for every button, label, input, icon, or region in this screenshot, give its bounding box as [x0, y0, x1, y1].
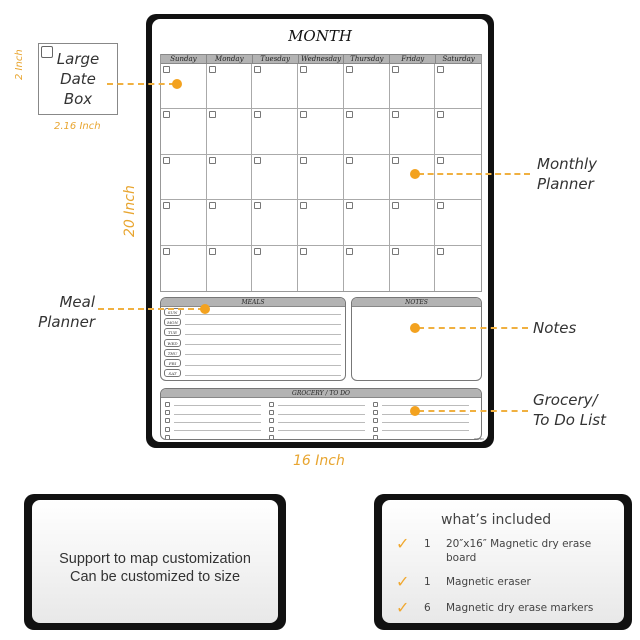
meal-day-label: WED — [164, 339, 181, 347]
write-line — [185, 314, 341, 315]
checkbox-icon — [392, 248, 399, 255]
write-line — [382, 422, 469, 423]
meal-day-label: THU — [164, 349, 181, 357]
meal-day-label: MON — [164, 318, 181, 326]
callout-line: Planner — [537, 175, 594, 193]
checkbox-icon — [165, 435, 170, 440]
write-line — [174, 414, 261, 415]
checkbox-icon — [269, 435, 274, 440]
item-desc — [446, 537, 606, 565]
grocery-row — [373, 425, 477, 433]
meal-row — [161, 317, 345, 327]
date-box — [252, 109, 298, 154]
check-icon: ✓ — [396, 534, 410, 553]
item-desc-line1: 20″x16″ Magnetic dry erase — [446, 538, 592, 550]
checkbox-icon — [254, 248, 261, 255]
weekday-friday: Friday — [390, 55, 436, 63]
checkbox-icon — [392, 111, 399, 118]
checkbox-icon — [437, 157, 444, 164]
write-line — [278, 422, 365, 423]
grocery-header: GROCERY / TO DO — [161, 389, 481, 398]
checkbox-icon — [254, 66, 261, 73]
write-line — [185, 324, 341, 325]
write-line — [185, 334, 341, 335]
write-line — [185, 354, 341, 355]
checkbox-icon — [300, 157, 307, 164]
date-box — [298, 155, 344, 200]
date-box — [161, 109, 207, 154]
date-box — [390, 246, 436, 291]
write-line — [174, 422, 261, 423]
checkbox-icon — [209, 157, 216, 164]
item-qty: 1 — [424, 576, 431, 588]
grocery-row — [269, 425, 373, 433]
meal-row — [161, 327, 345, 337]
monthly-planner-marker — [410, 169, 420, 179]
meal-day-label: FRI — [164, 359, 181, 367]
checkbox-icon — [209, 66, 216, 73]
checkbox-icon — [437, 202, 444, 209]
checkbox-icon — [437, 248, 444, 255]
checkbox-icon — [346, 157, 353, 164]
checkbox-icon — [346, 202, 353, 209]
date-box — [435, 155, 481, 200]
date-box — [252, 200, 298, 245]
date-box — [298, 200, 344, 245]
grocery-row — [165, 417, 269, 425]
included-item — [396, 534, 606, 565]
grocery-row — [269, 434, 373, 440]
grocery-marker — [410, 406, 420, 416]
checkbox-icon — [165, 410, 170, 415]
checkbox-icon — [392, 66, 399, 73]
date-box — [207, 246, 253, 291]
box-width-label: 2.16 Inch — [54, 121, 101, 132]
write-line — [278, 439, 365, 440]
checkbox-icon — [269, 427, 274, 432]
grocery-panel — [160, 388, 482, 440]
checkbox-icon — [346, 111, 353, 118]
meal-day-label: SAT — [164, 369, 181, 377]
date-box — [390, 64, 436, 109]
checkbox-icon — [163, 248, 170, 255]
customization-line1: Support to map customization — [59, 551, 251, 567]
item-qty: 6 — [424, 602, 431, 614]
date-box — [207, 200, 253, 245]
checkbox-icon — [269, 402, 274, 407]
customization-card — [24, 494, 286, 630]
write-line — [382, 439, 469, 440]
meal-planner-callout — [33, 292, 95, 332]
board-height-label: 20 Inch — [122, 185, 138, 237]
date-box — [344, 109, 390, 154]
grocery-connector — [418, 410, 528, 412]
date-box — [390, 109, 436, 154]
checkbox-icon — [373, 418, 378, 423]
weekday-thursday: Thursday — [344, 55, 390, 63]
date-box — [161, 246, 207, 291]
checkbox-icon — [346, 248, 353, 255]
board-surface — [152, 19, 488, 442]
checkbox-icon — [269, 410, 274, 415]
checkbox-icon — [437, 66, 444, 73]
date-box-label-line1: Large — [56, 50, 100, 68]
checkbox-icon — [373, 410, 378, 415]
whats-included-title: what’s included — [441, 512, 552, 528]
weekday-wednesday: Wednesday — [299, 55, 345, 63]
date-box — [344, 200, 390, 245]
date-box — [435, 246, 481, 291]
callout-line: To Do List — [533, 411, 606, 429]
date-box — [298, 246, 344, 291]
notes-marker — [410, 323, 420, 333]
grocery-column — [165, 400, 269, 440]
date-box — [435, 109, 481, 154]
magnetic-board — [146, 14, 494, 448]
board-width-label: 16 Inch — [293, 453, 345, 469]
monthly-planner-callout — [537, 154, 597, 194]
meals-header: MEALS — [161, 298, 345, 307]
checkbox-icon — [392, 202, 399, 209]
checkbox-icon — [165, 402, 170, 407]
write-line — [278, 414, 365, 415]
write-line — [185, 365, 341, 366]
date-box — [298, 109, 344, 154]
date-box — [161, 64, 207, 109]
checkbox-icon — [163, 66, 170, 73]
checkbox-icon — [209, 202, 216, 209]
checkbox-icon — [300, 111, 307, 118]
write-line — [278, 430, 365, 431]
customization-line2: Can be customized to size — [69, 569, 241, 585]
item-desc: Magnetic dry erase markers — [446, 602, 594, 614]
included-item — [396, 598, 606, 617]
month-title: MONTH — [288, 27, 352, 45]
notes-connector — [418, 327, 528, 329]
check-icon: ✓ — [396, 598, 410, 617]
checkbox-icon — [437, 111, 444, 118]
callout-line: Monthly — [537, 155, 598, 173]
weekday-saturday: Saturday — [442, 55, 475, 63]
meal-row — [161, 348, 345, 358]
item-desc: Magnetic eraser — [446, 576, 531, 588]
whats-included-card — [374, 494, 632, 630]
date-box — [344, 246, 390, 291]
checkbox-icon — [392, 157, 399, 164]
date-box — [207, 155, 253, 200]
callout-line: Grocery/ — [533, 391, 598, 409]
date-box — [207, 64, 253, 109]
date-box — [435, 200, 481, 245]
write-line — [382, 414, 469, 415]
monthly-planner-connector — [418, 173, 530, 175]
date-box — [252, 155, 298, 200]
grocery-row — [373, 400, 477, 408]
date-box-connector — [107, 83, 175, 85]
weekday-tuesday: Tuesday — [253, 55, 299, 63]
date-box — [390, 200, 436, 245]
date-box — [161, 200, 207, 245]
checkbox-icon — [269, 418, 274, 423]
grocery-row — [269, 408, 373, 416]
meal-row — [161, 358, 345, 368]
grocery-row — [373, 417, 477, 425]
included-item — [396, 572, 606, 591]
checkbox-icon — [163, 157, 170, 164]
card-surface — [382, 500, 624, 623]
write-line — [382, 405, 469, 406]
meal-row — [161, 368, 345, 378]
grocery-callout — [533, 390, 606, 430]
checkbox-icon — [373, 402, 378, 407]
checkbox-icon — [163, 202, 170, 209]
date-box-label-line2: Date — [60, 70, 96, 88]
box-height-label: 2 Inch — [14, 49, 25, 80]
meal-planner-marker — [200, 304, 210, 314]
grocery-row — [165, 434, 269, 440]
write-line — [174, 430, 261, 431]
write-line — [185, 375, 341, 376]
check-icon: ✓ — [396, 572, 410, 591]
grocery-row — [165, 408, 269, 416]
customization-text — [32, 550, 278, 586]
meal-planner-connector — [98, 308, 204, 310]
grocery-row — [165, 400, 269, 408]
write-line — [278, 405, 365, 406]
meal-rows — [161, 307, 345, 378]
checkbox-icon — [209, 111, 216, 118]
checkbox-icon — [254, 111, 261, 118]
checkbox-icon — [373, 435, 378, 440]
date-box — [344, 64, 390, 109]
large-date-box-sample — [38, 43, 118, 115]
write-line — [382, 430, 469, 431]
callout-line: Meal — [59, 293, 95, 311]
weekday-monday: Monday — [207, 55, 253, 63]
notes-callout: Notes — [533, 319, 577, 337]
card-surface — [32, 500, 278, 623]
checkbox-icon — [165, 418, 170, 423]
grocery-row — [373, 434, 477, 440]
meal-row — [161, 338, 345, 348]
notes-panel — [351, 297, 482, 381]
write-line — [174, 439, 261, 440]
date-box — [344, 155, 390, 200]
checkbox-icon — [300, 248, 307, 255]
grocery-column — [373, 400, 477, 440]
item-qty: 1 — [424, 538, 431, 550]
meal-day-label: SUN — [164, 308, 181, 316]
grocery-list — [161, 398, 481, 440]
grocery-row — [269, 400, 373, 408]
date-box — [435, 64, 481, 109]
callout-line: Planner — [38, 313, 95, 331]
date-box — [298, 64, 344, 109]
checkbox-icon — [254, 202, 261, 209]
brand-mark: ERPBV — [474, 437, 484, 441]
grocery-row — [269, 417, 373, 425]
checkbox-icon — [41, 46, 53, 58]
calendar-grid — [161, 64, 481, 291]
write-line — [174, 405, 261, 406]
checkbox-icon — [300, 66, 307, 73]
meal-day-label: TUE — [164, 328, 181, 336]
date-box-marker — [172, 79, 182, 89]
checkbox-icon — [254, 157, 261, 164]
checkbox-icon — [209, 248, 216, 255]
item-desc-line2: board — [446, 552, 477, 564]
weekday-sunday: Sunday — [161, 55, 207, 63]
date-box — [161, 155, 207, 200]
date-box — [252, 64, 298, 109]
date-box — [207, 109, 253, 154]
checkbox-icon — [163, 111, 170, 118]
checkbox-icon — [165, 427, 170, 432]
grocery-column — [269, 400, 373, 440]
date-box — [252, 246, 298, 291]
checkbox-icon — [300, 202, 307, 209]
checkbox-icon — [346, 66, 353, 73]
notes-header: NOTES — [352, 298, 481, 307]
date-box-label-line3: Box — [63, 90, 93, 108]
weekday-header — [161, 54, 481, 64]
write-line — [185, 344, 341, 345]
checkbox-icon — [373, 427, 378, 432]
grocery-row — [165, 425, 269, 433]
